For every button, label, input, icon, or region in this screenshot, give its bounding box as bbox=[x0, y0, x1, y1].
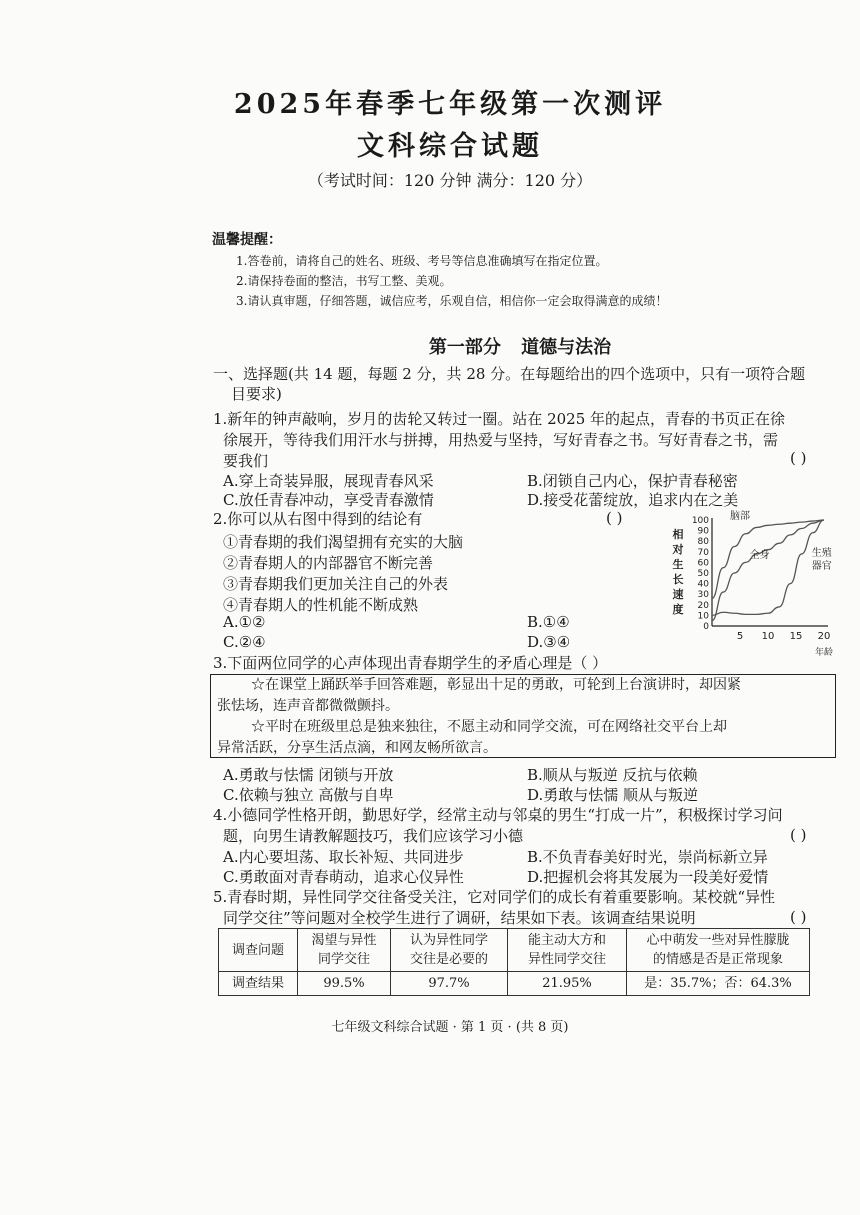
table-cell: 是：35.7%；否：64.3% bbox=[627, 972, 810, 996]
q5-stem: 同学交往”等问题对全校学生进行了调研，结果如下表。该调查结果说明 bbox=[223, 909, 696, 927]
page-footer: 七年级文科综合试题 · 第 1 页 · (共 8 页) bbox=[331, 1020, 569, 1035]
q3-option-d[interactable]: D.勇敢与怯懦 顺从与叛逆 bbox=[527, 786, 699, 804]
tips-heading: 温馨提醒： bbox=[212, 232, 282, 248]
q4-option-b[interactable]: B.不负青春美好时光，崇尚标新立异 bbox=[527, 848, 768, 866]
quote-line: 异常活跃，分享生活点滴，和网友畅所欲言。 bbox=[217, 740, 497, 756]
q1-option-c[interactable]: C.放任青春冲动，享受青春激情 bbox=[223, 491, 434, 509]
y-tick-label: 20 bbox=[697, 600, 709, 611]
table-cell: 渴望与异性 同学交往 bbox=[298, 929, 391, 972]
answer-blank[interactable]: ( ) bbox=[606, 509, 623, 527]
y-tick-label: 60 bbox=[697, 558, 709, 569]
y-axis-label-char: 生 bbox=[672, 558, 684, 571]
series-label: 器官 bbox=[811, 560, 832, 572]
q1-option-b[interactable]: B.闭锁自己内心，保护青春秘密 bbox=[527, 472, 738, 490]
table-cell: 21.95% bbox=[508, 972, 627, 996]
section-instruction: 一、选择题(共 14 题，每题 2 分，共 28 分。在每题给出的四个选项中，只有一项符合题 bbox=[213, 365, 806, 383]
y-tick-label: 30 bbox=[697, 590, 709, 601]
q2-option-a[interactable]: A.①② bbox=[223, 613, 266, 631]
exam-subtitle: 文科综合试题 bbox=[357, 131, 543, 162]
q2-item: ④青春期人的性机能不断成熟 bbox=[223, 596, 419, 614]
answer-blank[interactable]: ( ) bbox=[790, 826, 807, 844]
y-tick-label: 0 bbox=[703, 622, 709, 632]
table-cell: 心中萌发一些对异性朦胧 的情感是否是正常现象 bbox=[627, 929, 810, 972]
tip-item: 3.请认真审题，仔细答题，诚信应考，乐观自信，相信你一定会取得满意的成绩！ bbox=[236, 294, 668, 308]
y-axis-label-char: 相 bbox=[672, 528, 684, 541]
table-row bbox=[219, 929, 810, 972]
quote-box bbox=[210, 674, 836, 758]
q3-stem: 3.下面两位同学的心声体现出青春期学生的矛盾心理是（ ） bbox=[213, 654, 608, 672]
y-tick-label: 40 bbox=[697, 579, 709, 590]
tip-item: 1.答卷前，请将自己的姓名、班级、考号等信息准确填写在指定位置。 bbox=[236, 254, 608, 268]
section-instruction: 目要求) bbox=[231, 385, 282, 403]
answer-blank[interactable]: ( ) bbox=[790, 449, 807, 467]
series-label: 脑部 bbox=[730, 510, 750, 522]
y-tick-label: 100 bbox=[691, 516, 709, 526]
series-line bbox=[712, 520, 824, 615]
q4-stem: 题，向男生请教解题技巧，我们应该学习小德 bbox=[223, 827, 524, 845]
table-cell: 97.7% bbox=[391, 972, 508, 996]
table-cell: 认为异性同学 交往是必要的 bbox=[391, 929, 508, 972]
series-line bbox=[712, 520, 824, 621]
q2-option-c[interactable]: C.②④ bbox=[223, 633, 266, 651]
q4-option-a[interactable]: A.内心要坦荡、取长补短、共同进步 bbox=[223, 848, 464, 866]
x-tick-label: 15 bbox=[789, 631, 803, 642]
table-cell: 能主动大方和 异性同学交往 bbox=[508, 929, 627, 972]
growth-chart bbox=[668, 510, 840, 662]
q4-option-d[interactable]: D.把握机会将其发展为一段美好爱情 bbox=[527, 868, 769, 886]
y-tick-label: 70 bbox=[697, 547, 709, 558]
answer-blank[interactable]: ( ) bbox=[790, 908, 807, 926]
y-axis-label-char: 长 bbox=[672, 573, 684, 586]
y-tick-label: 80 bbox=[697, 537, 709, 548]
q5-stem: 5.青春时期，异性同学交往备受关注，它对同学们的成长有着重要影响。某校就“异性 bbox=[213, 888, 775, 906]
q2-stem: 2.你可以从右图中得到的结论有 bbox=[213, 510, 423, 528]
q4-option-c[interactable]: C.勇敢面对青春萌动，追求心仪异性 bbox=[223, 868, 464, 886]
y-tick-label: 50 bbox=[697, 569, 709, 579]
q2-option-b[interactable]: B.①④ bbox=[527, 613, 570, 631]
quote-line: 张怯场，连声音都微微颤抖。 bbox=[217, 698, 399, 714]
quote-line: ☆在课堂上踊跃举手回答难题，彰显出十足的勇敢，可轮到上台演讲时，却因紧 bbox=[251, 677, 741, 693]
y-axis-label-char: 对 bbox=[672, 543, 684, 556]
survey-table bbox=[218, 928, 810, 996]
y-tick-label: 10 bbox=[697, 611, 709, 622]
q1-stem: 要我们 bbox=[223, 452, 269, 470]
exam-meta: （考试时间：120 分钟 满分：120 分） bbox=[307, 171, 593, 190]
q3-option-b[interactable]: B.顺从与叛逆 反抗与依赖 bbox=[527, 766, 698, 784]
table-cell: 调查结果 bbox=[219, 972, 298, 996]
x-tick-label: 20 bbox=[817, 631, 831, 642]
table-row bbox=[219, 972, 810, 996]
x-axis-label: 年龄 bbox=[814, 648, 834, 658]
q2-option-d[interactable]: D.③④ bbox=[527, 633, 571, 651]
cell-text: 调查问题 bbox=[231, 942, 284, 958]
q2-item: ③青春期我们更加关注自己的外表 bbox=[223, 575, 449, 593]
x-tick-label: 5 bbox=[736, 631, 744, 642]
y-axis-label-char: 速 bbox=[672, 588, 684, 601]
table-cell bbox=[219, 929, 298, 972]
q1-stem: 1.新年的钟声敲响，岁月的齿轮又转过一圈。站在 2025 年的起点，青春的书页正在徐 bbox=[213, 410, 786, 428]
q4-stem: 4.小德同学性格开朗，勤思好学，经常主动与邻桌的男生“打成一片”，积极探讨学习问 bbox=[213, 806, 783, 824]
series-label: 全身 bbox=[749, 550, 770, 562]
series-label: 生殖 bbox=[811, 548, 832, 560]
q2-item: ②青春期人的内部器官不断完善 bbox=[223, 554, 434, 572]
quote-line: ☆平时在班级里总是独来独往，不愿主动和同学交流，可在网络社交平台上却 bbox=[251, 719, 727, 735]
y-axis-label-char: 度 bbox=[672, 603, 684, 616]
q3-option-c[interactable]: C.依赖与独立 高傲与自卑 bbox=[223, 786, 394, 804]
q1-option-a[interactable]: A.穿上奇装异服，展现青春风采 bbox=[223, 472, 434, 490]
part-title: 第一部分 道德与法治 bbox=[428, 337, 612, 358]
q2-item: ①青春期的我们渴望拥有充实的大脑 bbox=[223, 533, 464, 551]
q3-option-a[interactable]: A.勇敢与怯懦 闭锁与开放 bbox=[223, 766, 394, 784]
exam-title: 2025年春季七年级第一次测评 bbox=[233, 89, 667, 120]
table-cell: 99.5% bbox=[298, 972, 391, 996]
q1-stem: 徐展开，等待我们用汗水与拼搏，用热爱与坚持，写好青春之书。写好青春之书，需 bbox=[223, 431, 779, 449]
q1-option-d[interactable]: D.接受花蕾绽放，追求内在之美 bbox=[527, 491, 739, 509]
x-tick-label: 10 bbox=[761, 631, 775, 642]
y-tick-label: 90 bbox=[697, 526, 709, 537]
tip-item: 2.请保持卷面的整洁，书写工整、美观。 bbox=[236, 274, 452, 288]
